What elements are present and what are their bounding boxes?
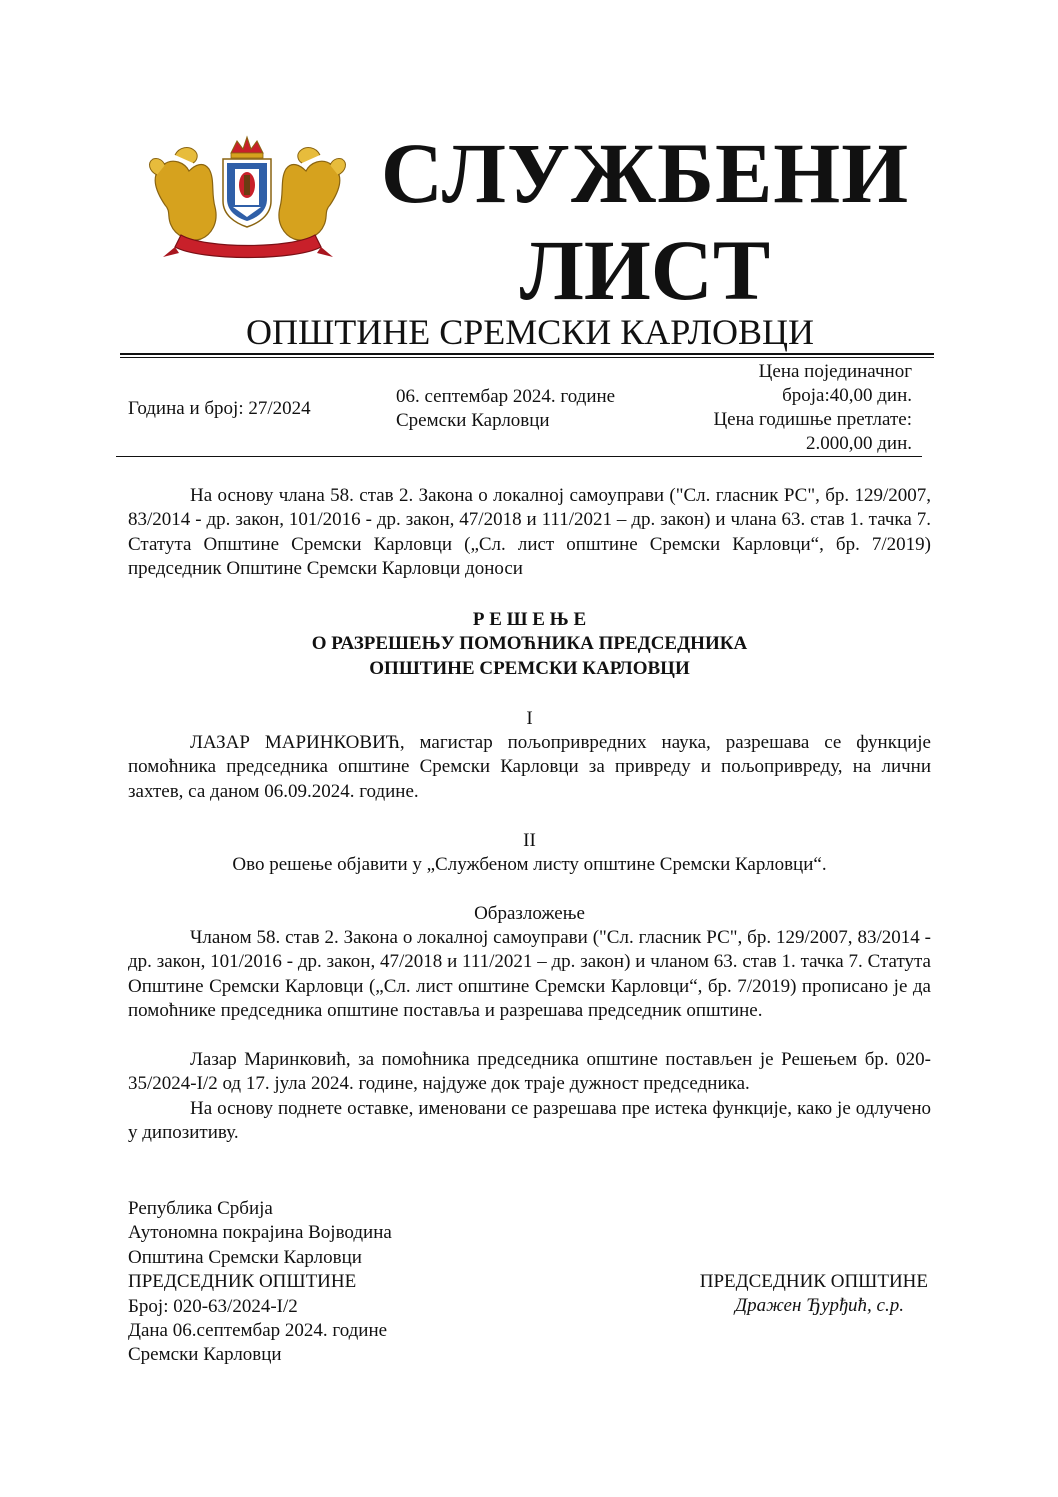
issue-place: Сремски Карловци [396, 410, 550, 431]
masthead-subtitle: ОПШТИНЕ СРЕМСКИ КАРЛОВЦИ [245, 312, 815, 352]
rationale-paragraph-1: Чланом 58. став 2. Закона о локалној самоуправи ("Сл. гласник РС", бр. 129/2007, 83/2014 - др. закон, 101/2016 - др. закон, 47/2018 и 111/2021 – др. закон) и чланом 63. став 1. тачка 7. Статута Општине Сремски Карловци („Сл. лист општине Сремски Карловци“, бр. 7/2019) прописано је да помоћнике председника општине поставља и разрешава председник општине. [128, 927, 931, 1022]
issuer-line-2: Аутономна покрајина Војводина [128, 1222, 392, 1244]
signatory-block [640, 1270, 928, 1319]
price-single-line1: Цена појединачног [758, 361, 912, 382]
masthead-title-line1: СЛУЖБЕНИ [380, 125, 910, 221]
rationale-paragraph-2: Лазар Маринковић, за помоћника председника општине постављен је Решењем бр. 020-35/2024-I/2 од 17. јула 2024. године, најдуже док траје дужност председника. [128, 1049, 931, 1095]
header-divider-thin [120, 357, 934, 358]
issue-prices [640, 360, 912, 456]
info-row-divider [116, 456, 922, 457]
issuer-line-4: ПРЕДСЕДНИК ОПШТИНЕ [128, 1271, 357, 1293]
decision-title [128, 608, 931, 681]
issue-year-number: Година и број: 27/2024 [128, 398, 311, 419]
issuer-line-1: Република Србија [128, 1198, 273, 1219]
issue-date: 06. септембар 2024. године [396, 386, 616, 407]
decision-title-line1: Р Е Ш Е Њ Е [472, 609, 587, 630]
decision-title-line3: ОПШТИНЕ СРЕМСКИ КАРЛОВЦИ [369, 657, 690, 679]
section-2-number: II [523, 830, 536, 851]
section-2-text: Ово решење објавити у „Службеном листу општине Сремски Карловци“. [232, 854, 827, 875]
header-divider [120, 353, 934, 355]
rationale-heading: Образложење [474, 903, 585, 924]
issue-date-place [396, 385, 615, 433]
signatory-name: Дражен Ђурђић, с.р. [735, 1295, 904, 1317]
signatory-title: ПРЕДСЕДНИК ОПШТИНЕ [699, 1271, 928, 1292]
issuer-line-5: Број: 020-63/2024-I/2 [128, 1295, 298, 1317]
issuer-line-3: Општина Сремски Карловци [128, 1246, 362, 1268]
issuer-line-6: Дана 06.септембар 2024. године [128, 1320, 388, 1342]
rationale-paragraph-3: На основу поднете оставке, именовани се разрешава пре истека функције, како је одлучено у дипозитиву. [128, 1098, 931, 1144]
section-1-number: I [526, 708, 533, 729]
masthead-title-line2: ЛИСТ [519, 222, 771, 318]
preamble-paragraph: На основу члана 58. став 2. Закона о локалној самоуправи ("Сл. гласник РС", бр. 129/2007, 83/2014 - др. закон, 101/2016 - др. закон, 47/2018 и 111/2021 – др. закон) и члана 63. став 1. тачка 7. Статута Општине Сремски Карловци („Сл. лист општине Сремски Карловци“, бр. 7/2019) председник Општине Сремски Карловци доноси [128, 485, 931, 580]
decision-title-line2: О РАЗРЕШЕЊУ ПОМОЋНИКА ПРЕДСЕДНИКА [311, 633, 748, 655]
price-annual-line1: Цена годишње претлате: [713, 409, 912, 430]
price-annual-line2: 2.000,00 дин. [805, 433, 912, 454]
price-single-line2: броја:40,00 дин. [782, 385, 912, 406]
coat-of-arms-logo [145, 135, 350, 267]
section-1-text: ЛАЗАР МАРИНКОВИЋ, магистар пољопривредних наука, разрешава се функције помоћника председника општине Сремски Карловци за привреду и пољопривреду, на лични захтев, са даном 06.09.2024. године. [128, 732, 931, 802]
issuer-block [128, 1197, 392, 1368]
issuer-line-7: Сремски Карловци [128, 1344, 282, 1366]
